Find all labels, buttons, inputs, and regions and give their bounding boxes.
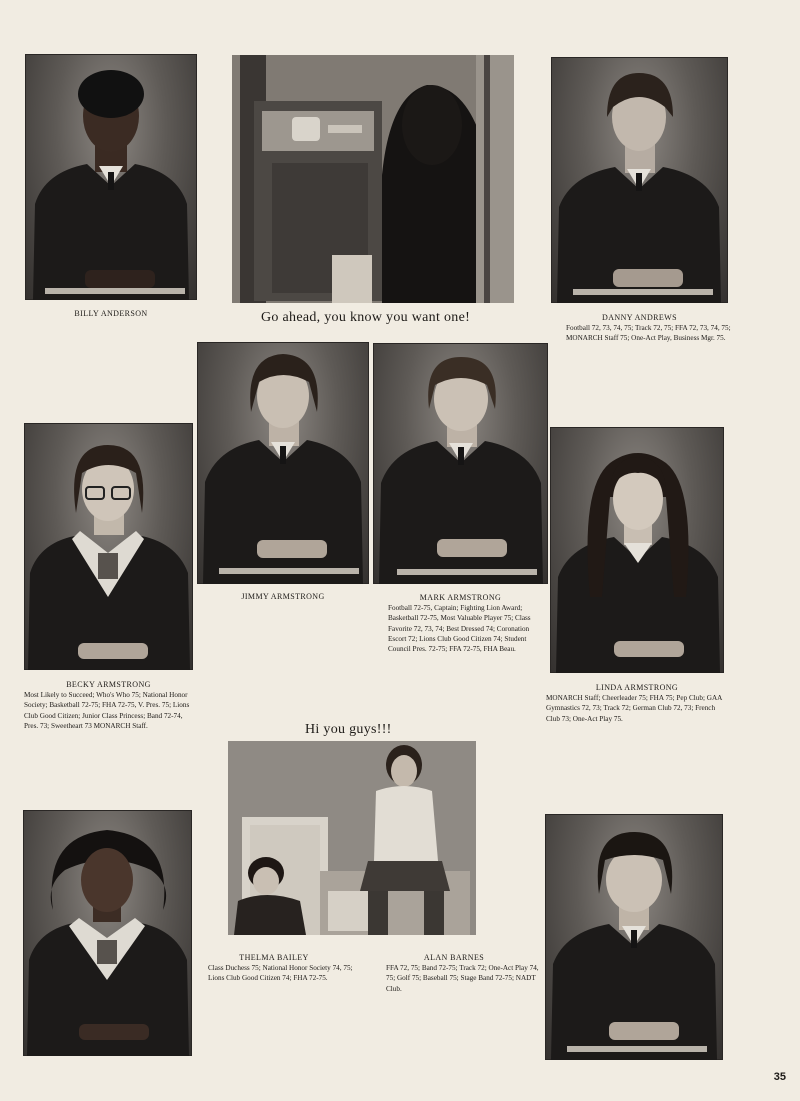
student-activities: FFA 72, 75; Band 72-75; Track 72; One-Act Play 74, 75; Golf 75; Baseball 75; Stage Band 72-75; NADT Club. (386, 964, 539, 993)
student-activities: Football 72-75, Captain; Fighting Lion Award; Basketball 72-75, Most Valuable Player 75; Class Favorite 72, 73, 74; Best Dressed 74; Coronation Escort 72; Lions Club Good Citizen 74; Student Council Pres. 72-75; FFA 72-75, FHA Beau. (388, 604, 531, 654)
page-number: 35 (773, 1071, 786, 1083)
student-name: MARK ARMSTRONG (419, 593, 502, 602)
portrait-jimmy-armstrong (197, 342, 369, 584)
caption-top: Go ahead, you know you want one! (261, 310, 471, 325)
portrait-thelma-bailey (23, 810, 192, 1056)
portrait-becky-armstrong (24, 423, 193, 670)
candid-photo-group (228, 741, 476, 935)
student-activities: Class Duchess 75; National Honor Society 74, 75; Lions Club Good Citizen 74; FHA 72-75. (208, 964, 353, 983)
caption-middle: Hi you guys!!! (305, 722, 392, 737)
student-name: THELMA BAILEY (239, 953, 309, 962)
student-name: LINDA ARMSTRONG (595, 683, 679, 692)
student-name: BILLY ANDERSON (74, 309, 148, 318)
portrait-linda-armstrong (550, 427, 724, 673)
portrait-alan-barnes (545, 814, 723, 1060)
candid-photo-vending (232, 55, 514, 303)
portrait-billy-anderson (25, 54, 197, 300)
portrait-danny-andrews (551, 57, 728, 303)
student-activities: Football 72, 73, 74, 75; Track 72, 75; FFA 72, 73, 74, 75; MONARCH Staff 75; One-Act Play, Business Mgr. 75. (566, 324, 731, 343)
student-activities: Most Likely to Succeed; Who's Who 75; National Honor Society; Basketball 72-75; FHA 72-75, V. Pres. 75; Lions Club Good Citizen; Junior Class Princess; Band 72-74, Pres. 73; Sweetheart 73 MONARCH Staff. (24, 691, 190, 730)
portrait-mark-armstrong (373, 343, 548, 584)
student-name: BECKY ARMSTRONG (66, 680, 151, 689)
student-activities: MONARCH Staff; Cheerleader 75; FHA 75; Pep Club; GAA Gymnastics 72, 73; Track 72; German Club 72, 73; French Club 73; One-Act Play 75. (546, 694, 722, 723)
student-name: ALAN BARNES (423, 953, 485, 962)
student-name: JIMMY ARMSTRONG (241, 592, 325, 601)
student-name: DANNY ANDREWS (602, 313, 677, 322)
